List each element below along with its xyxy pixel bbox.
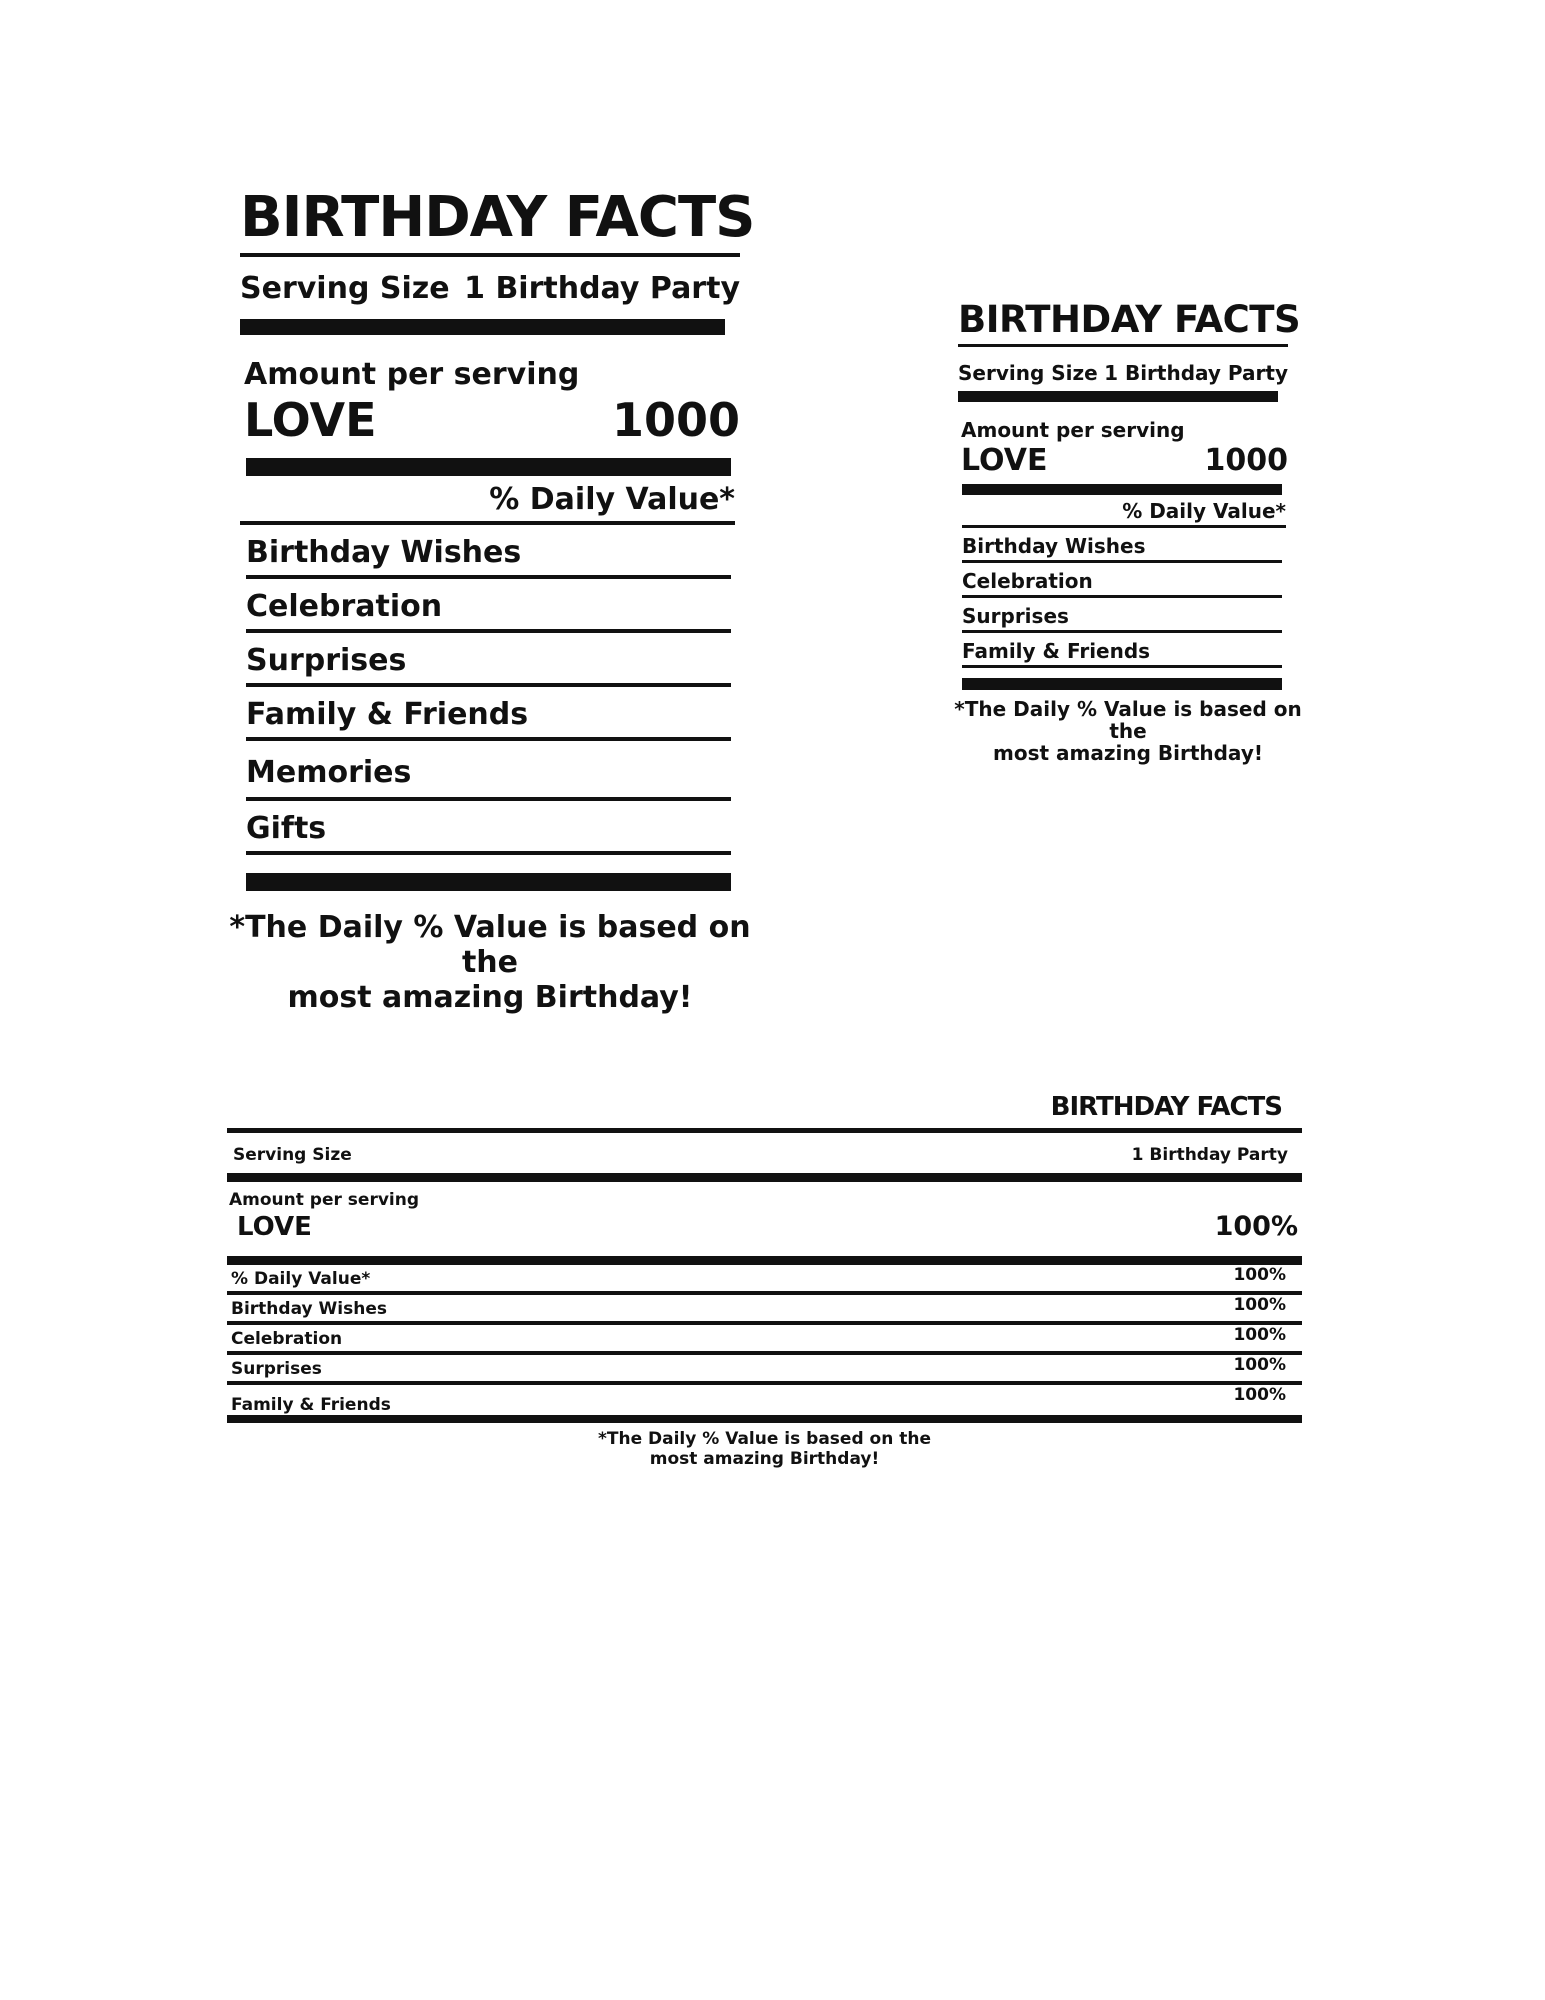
love-row	[244, 392, 740, 448]
row-value: 100%	[1233, 1295, 1286, 1315]
row-value: 100%	[1233, 1265, 1286, 1285]
serving-size-label: Serving Size	[958, 361, 1098, 385]
thick-divider	[962, 678, 1282, 690]
birthday-facts-label-small	[954, 298, 1302, 765]
list-item: Celebration	[246, 579, 731, 633]
serving-size-row	[227, 1133, 1302, 1169]
daily-value-header: % Daily Value*	[962, 499, 1286, 528]
label-title: BIRTHDAY FACTS	[1050, 1092, 1282, 1122]
serving-size-row	[240, 271, 740, 311]
birthday-facts-label-wide	[227, 1090, 1302, 1469]
table-row	[227, 1325, 1302, 1355]
thick-divider	[962, 484, 1282, 495]
row-label: % Daily Value*	[231, 1269, 371, 1289]
list-item: Birthday Wishes	[246, 525, 731, 579]
serving-size-label: Serving Size	[233, 1145, 352, 1165]
table-row	[227, 1355, 1302, 1385]
footnote-line-2: most amazing Birthday!	[287, 980, 693, 1015]
footnote-line-2: most amazing Birthday!	[649, 1449, 880, 1469]
table-row	[227, 1295, 1302, 1325]
label-title: BIRTHDAY FACTS	[240, 185, 740, 257]
footnote-line-2: most amazing Birthday!	[993, 741, 1263, 765]
table-row	[227, 1265, 1302, 1295]
list-item: Surprises	[246, 633, 731, 687]
table-row	[227, 1385, 1302, 1415]
thick-divider	[227, 1256, 1302, 1265]
list-item: Family & Friends	[962, 633, 1282, 668]
footnote-line-1: *The Daily % Value is based on the	[229, 910, 751, 980]
thick-divider	[227, 1173, 1302, 1182]
daily-value-header: % Daily Value*	[240, 482, 735, 525]
row-value: 100%	[1233, 1385, 1286, 1405]
amount-per-serving: Amount per serving	[961, 418, 1185, 442]
love-value: 1000	[611, 393, 740, 447]
footnote	[938, 698, 1318, 764]
serving-size-row	[958, 361, 1288, 385]
serving-size-value: 1 Birthday Party	[1104, 361, 1288, 385]
label-title: BIRTHDAY FACTS	[958, 298, 1288, 347]
love-label: LOVE	[237, 1212, 312, 1242]
love-label: LOVE	[961, 443, 1048, 478]
footnote	[205, 910, 775, 1015]
list-item: Birthday Wishes	[962, 528, 1282, 563]
love-percent: 100%	[1214, 1211, 1298, 1242]
row-label: Surprises	[231, 1359, 322, 1379]
serving-size-value: 1 Birthday Party	[1131, 1145, 1288, 1165]
birthday-facts-label-large	[229, 185, 755, 1015]
love-row	[227, 1210, 1302, 1250]
list-item: Family & Friends	[246, 687, 731, 741]
serving-size-value: 1 Birthday Party	[464, 271, 740, 306]
thick-divider	[246, 873, 731, 891]
love-row	[961, 442, 1288, 480]
footnote-line-1: *The Daily % Value is based on the	[954, 697, 1302, 743]
row-label: Celebration	[231, 1329, 343, 1349]
footnote	[227, 1429, 1302, 1469]
row-value: 100%	[1233, 1355, 1286, 1375]
amount-per-serving: Amount per serving	[229, 1190, 420, 1210]
row-label: Birthday Wishes	[231, 1299, 387, 1319]
amount-per-serving: Amount per serving	[244, 357, 580, 392]
thick-divider	[958, 391, 1278, 402]
thick-divider	[240, 319, 725, 335]
list-item: Surprises	[962, 598, 1282, 633]
list-item: Gifts	[246, 801, 731, 855]
row-label: Family & Friends	[231, 1395, 391, 1415]
thick-divider	[246, 458, 731, 476]
love-label: LOVE	[244, 393, 377, 447]
list-item: Celebration	[962, 563, 1282, 598]
row-value: 100%	[1233, 1325, 1286, 1345]
list-item: Memories	[246, 741, 731, 801]
serving-size-label: Serving Size	[240, 271, 450, 306]
love-value: 1000	[1204, 443, 1288, 478]
footnote-line-1: *The Daily % Value is based on the	[597, 1429, 931, 1449]
